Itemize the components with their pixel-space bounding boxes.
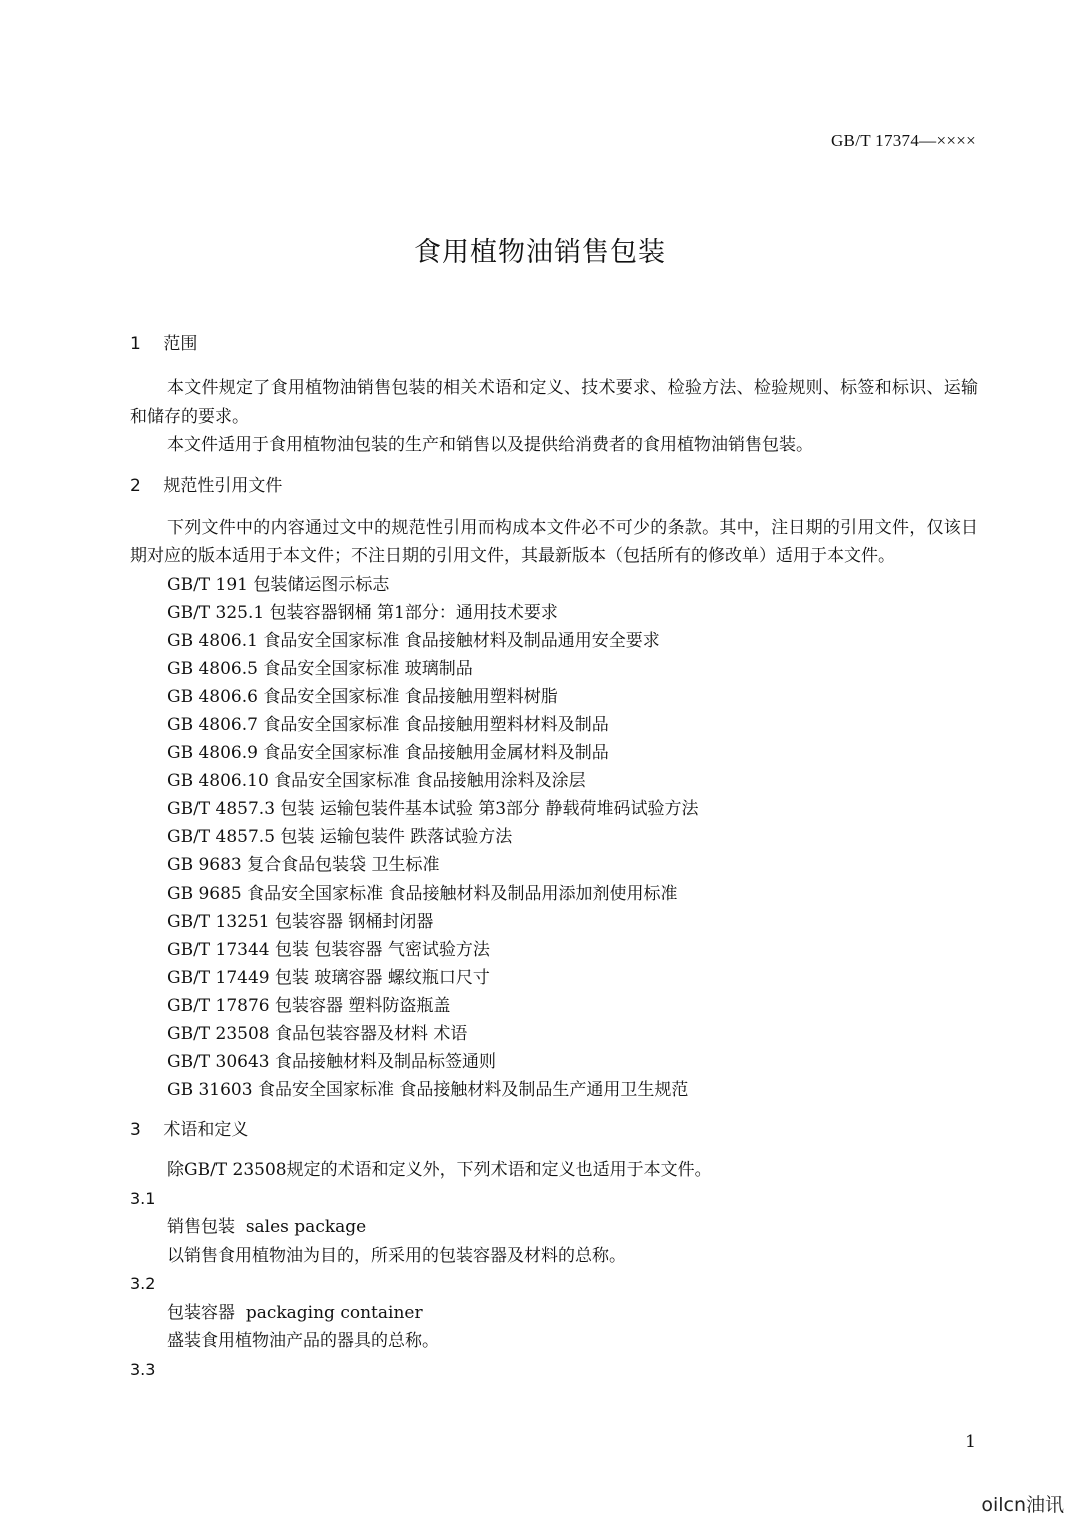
watermark-text: oilcn油讯 <box>981 1494 1064 1516</box>
section-heading-terms-definitions <box>130 1118 978 1142</box>
reference-item: GB 31603 食品安全国家标准 食品接触材料及制品生产通用卫生规范 <box>167 1080 689 1101</box>
term-definition: 以销售食用植物油为目的，所采用的包装容器及材料的总称。 <box>167 1245 626 1266</box>
section-heading-scope <box>130 332 978 356</box>
reference-item: GB 9685 食品安全国家标准 食品接触材料及制品用添加剂使用标准 <box>167 883 678 904</box>
reference-item: GB/T 4857.3 包装 运输包装件基本试验 第3部分 静载荷堆码试验方法 <box>167 799 699 820</box>
paragraph: 本文件规定了食用植物油销售包装的相关术语和定义、技术要求、检验方法、检验规则、标签和标识、运输和储存的要求。 <box>130 378 978 427</box>
section-number: 1 <box>130 334 141 354</box>
term-chinese: 包装容器 <box>167 1302 235 1323</box>
reference-item: GB/T 17449 包装 玻璃容器 螺纹瓶口尺寸 <box>167 967 490 988</box>
term-number: 3.2 <box>130 1274 156 1294</box>
term-entry <box>167 1299 978 1328</box>
paragraph: 本文件适用于食用植物油包装的生产和销售以及提供给消费者的食用植物油销售包装。 <box>167 435 813 455</box>
term-english: sales package <box>245 1217 367 1238</box>
reference-item: GB/T 30643 食品接触材料及制品标签通则 <box>167 1052 497 1073</box>
reference-item: GB/T 191 包装储运图示标志 <box>167 574 390 595</box>
term-definition: 盛装食用植物油产品的器具的总称。 <box>167 1331 439 1352</box>
term-number: 3.3 <box>130 1359 156 1379</box>
reference-item: GB/T 325.1 包装容器钢桶 第1部分：通用技术要求 <box>167 602 558 623</box>
section-number: 3 <box>130 1120 141 1141</box>
reference-item: GB 4806.1 食品安全国家标准 食品接触材料及制品通用安全要求 <box>167 630 660 651</box>
reference-item: GB/T 17876 包装容器 塑料防盗瓶盖 <box>167 995 451 1016</box>
reference-item: GB 4806.6 食品安全国家标准 食品接触用塑料树脂 <box>167 686 558 707</box>
document-body <box>130 332 978 1384</box>
reference-list <box>130 571 978 1105</box>
document-code: GB/T 17374—×××× <box>830 131 976 150</box>
reference-item: GB 4806.10 食品安全国家标准 食品接触用涂料及涂层 <box>167 771 586 792</box>
term-english: packaging container <box>245 1302 423 1323</box>
term-chinese: 销售包装 <box>167 1217 235 1238</box>
reference-item: GB/T 4857.5 包装 运输包装件 跌落试验方法 <box>167 827 513 848</box>
section-number: 2 <box>130 475 141 496</box>
term-entry <box>167 1213 978 1242</box>
reference-item: GB/T 13251 包装容器 钢桶封闭器 <box>167 911 434 932</box>
reference-item: GB/T 17344 包装 包装容器 气密试验方法 <box>167 939 490 960</box>
paragraph: 下列文件中的内容通过文中的规范性引用而构成本文件必不可少的条款。其中，注日期的引用文件，仅该日期对应的版本适用于本文件；不注日期的引用文件，其最新版本（包括所有的修改单）适用于本文件。 <box>130 517 978 566</box>
section-title: 范围 <box>163 334 198 354</box>
page-title: 食用植物油销售包装 <box>414 237 666 268</box>
term-number: 3.1 <box>130 1188 156 1208</box>
reference-item: GB 4806.9 食品安全国家标准 食品接触用金属材料及制品 <box>167 743 609 764</box>
reference-item: GB 4806.7 食品安全国家标准 食品接触用塑料材料及制品 <box>167 714 609 735</box>
section-title: 规范性引用文件 <box>163 475 283 496</box>
reference-item: GB 4806.5 食品安全国家标准 玻璃制品 <box>167 658 473 679</box>
section-heading-normative-references <box>130 474 978 498</box>
paragraph: 除GB/T 23508规定的术语和定义外，下列术语和定义也适用于本文件。 <box>167 1160 712 1181</box>
reference-item: GB 9683 复合食品包装袋 卫生标准 <box>167 855 440 876</box>
section-title: 术语和定义 <box>163 1120 249 1141</box>
page-number: 1 <box>965 1432 976 1452</box>
reference-item: GB/T 23508 食品包装容器及材料 术语 <box>167 1024 468 1044</box>
